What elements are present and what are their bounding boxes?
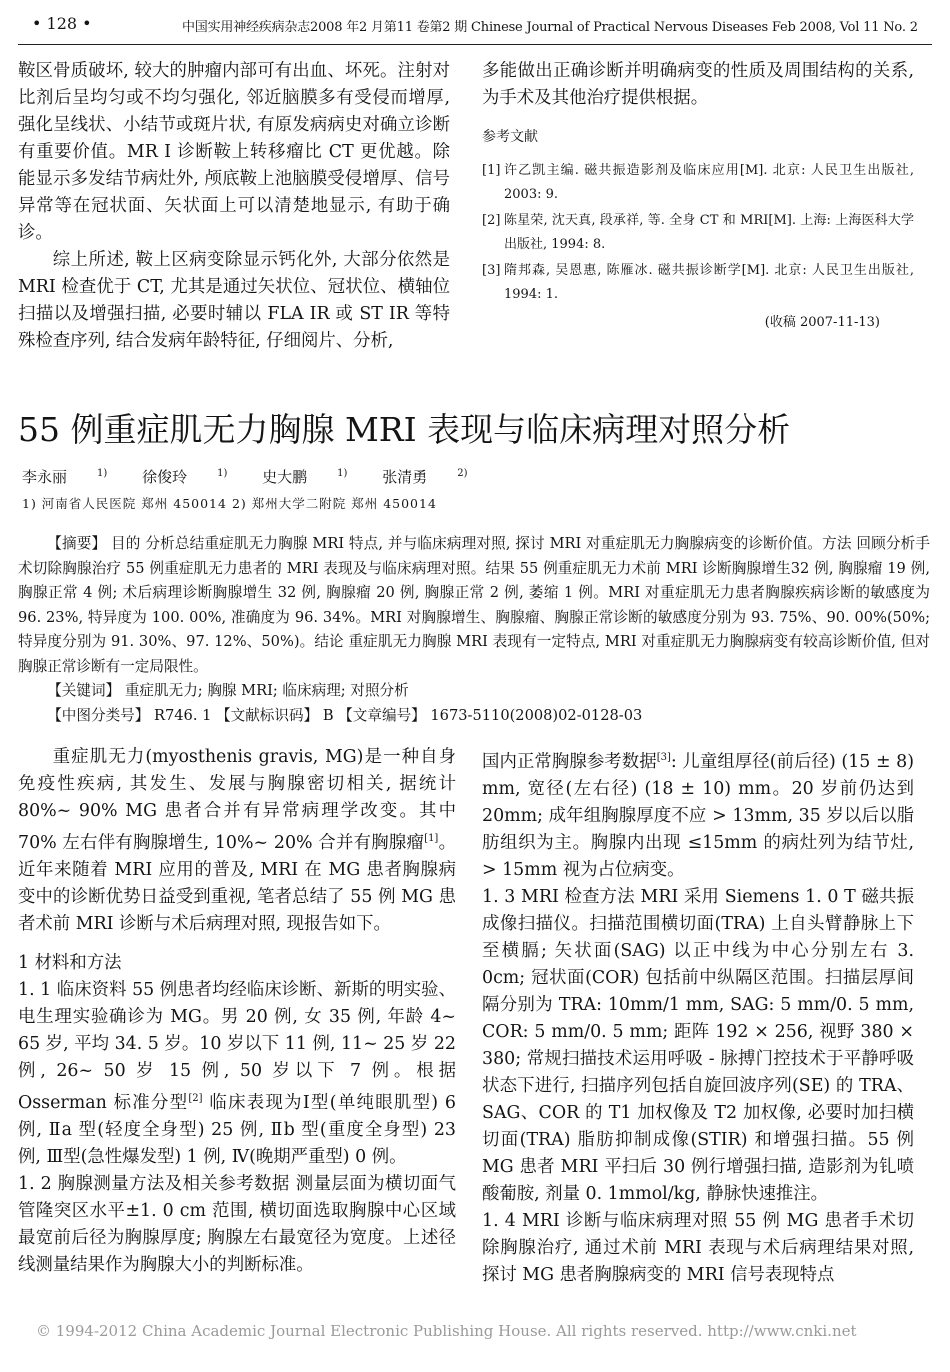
affiliations: 1) 河南省人民医院 郑州 450014 2) 郑州大学二附院 郑州 450014 bbox=[22, 496, 437, 511]
abstract-label: 【摘要】 bbox=[47, 535, 107, 552]
previous-article-col1 bbox=[18, 58, 450, 355]
citation-ref: [3] bbox=[656, 752, 671, 763]
reference-number: [2] bbox=[482, 213, 501, 228]
reference-data-text-a: 国内正常胸腺参考数据 bbox=[482, 751, 657, 772]
author bbox=[22, 468, 107, 486]
prev-paragraph-1: 鞍区骨质破坏, 较大的肿瘤内部可有出血、坏死。注射对比剂后呈均匀或不均匀强化, 邻近脑膜多有受侵而增厚, 强化呈线状、小结节或斑片状, 有原发病病史对确立诊断有重要价值。MR I 诊断鞍上转移瘤比 CT 更优越。除能显示多发结节病灶外, 颅底鞍上池脑膜受侵增厚、信号异常等在冠状面、矢状面上可以清楚地显示, 有助于确诊。 bbox=[18, 61, 450, 243]
author-name: 张清勇 bbox=[382, 468, 428, 486]
author-affil-mark: 1) bbox=[337, 468, 348, 479]
reference-data-text-b: : 儿童组厚径(前后径) (15 ± 8) mm, 宽径(左右径) (18 ± 10) mm。20 岁前仍达到 20mm; 成年组胸腺厚度不应 > 13mm, 35 岁以后以脂肪组织为主。胸腺内出现 ≤15mm 的病灶列为结节灶, > 15mm 视为占位病变。 bbox=[482, 751, 914, 880]
intro-text-b: 。近年来随着 MRI 应用的普及, MRI 在 MG 患者胸腺病变中的诊断优势日益受到重视, 笔者总结了 55 例 MG 患者术前 MRI 诊断与术后病理对照, 现报告如下。 bbox=[18, 832, 456, 934]
section-1-2: 1. 2 胸腺测量方法及相关参考数据 测量层面为横切面气管隆突区水平±1. 0 cm 范围, 横切面选取胸腺中心区域最宽前后径为胸腺厚度; 胸腺左右最宽径为宽度。上述径线测量结果作为胸腺大小的判断标准。 bbox=[18, 1173, 456, 1275]
previous-article-col2 bbox=[482, 58, 914, 336]
references-heading: 参考文献 bbox=[482, 129, 538, 145]
author-name: 史大鹏 bbox=[262, 468, 308, 486]
section-1-3: 1. 3 MRI 检查方法 MRI 采用 Siemens 1. 0 T 磁共振成像扫描仪。扫描范围横切面(TRA) 上自头臂静脉上下至横膈; 矢状面(SAG) 以正中线为中心分别左右 3. 0cm; 冠状面(COR) 包括前中纵隔区范围。扫描层厚间隔分别为 TRA: 10mm/1 mm, SAG: 5 mm/0. 5 mm, COR: 5 mm/0. 5 mm; 距阵 192 × 256, 视野 380 × 380; 常规扫描技术运用呼吸 - 脉搏门控技术于平静呼吸状态下进行, 扫描序列包括自旋回波序列(SE) 的 TRA、SAG、COR 的 T1 加权像及 T2 加权像, 必要时加扫横切面(TRA) 脂肪抑制成像(STIR) 和增强扫描。55 例 MG 患者 MRI 平扫后 30 例行增强扫描, 造影剂为钆喷酸葡胺, 剂量 0. 1mmol/kg, 静脉快速推注。 bbox=[482, 886, 914, 1204]
section-1-1 bbox=[18, 977, 456, 1171]
author bbox=[262, 468, 347, 486]
reference-item bbox=[482, 209, 914, 257]
abstract-text: 目的 分析总结重症肌无力胸腺 MRI 特点, 并与临床病理对照, 探讨 MRI 对重症肌无力胸腺病变的诊断价值。方法 回顾分析手术切除胸腺治疗 55 例重症肌无力患者的 MRI 表现及与临床病理对照。结果 55 例重症肌无力术前 MRI 诊断胸腺增生32 例, 胸腺瘤 19 例, 胸腺正常 4 例; 术后病理诊断胸腺增生 32 例, 胸腺瘤 20 例, 胸腺正常 2 例, 萎缩 1 例。MRI 对重症肌无力患者胸腺疾病诊断的敏感度为 96. 23%, 特异度为 100. 00%, 准确度为 96. 34%。MRI 对胸腺增生、胸腺瘤、胸腺正常诊断的敏感度分别为 93. 75%、90. 00%(50%; 特异度分别为 91. 30%、97. 12%、50%)。结论 重症肌无力胸腺 MRI 表现有一定特点, MRI 对重症肌无力胸腺病变有较高诊断价值, 但对胸腺正常诊断有一定局限性。 bbox=[18, 535, 930, 675]
author-affil-mark: 1) bbox=[97, 468, 108, 479]
author bbox=[382, 468, 467, 486]
reference-text: 许乙凯主编. 磁共振造影剂及临床应用[M]. 北京: 人民卫生出版社, 2003: 9. bbox=[504, 163, 914, 202]
reference-item bbox=[482, 159, 914, 207]
citation-ref: [1] bbox=[424, 833, 439, 844]
intro-text-a: 重症肌无力(myosthenis gravis, MG)是一种自身免疫性疾病, 其发生、发展与胸腺密切相关, 据统计 80%~ 90% MG 患者合并有异常病理学改变。其中 70% 左右伴有胸腺增生, 10%~ 20% 合并有胸腺瘤 bbox=[18, 747, 456, 853]
keywords-text: 重症肌无力; 胸腺 MRI; 临床病理; 对照分析 bbox=[124, 682, 409, 699]
reference-number: [3] bbox=[482, 263, 501, 278]
prev-paragraph-3: 多能做出正确诊断并明确病变的性质及周围结构的关系, 为手术及其他治疗提供根据。 bbox=[482, 61, 914, 108]
prev-paragraph-2: 综上所述, 鞍上区病变除显示钙化外, 大部分依然是 MRI 检查优于 CT, 尤其是通过矢状位、冠状位、横轴位扫描以及增强扫描, 必要时辅以 FLA IR 或 ST IR 等特殊检查序列, 结合发病年龄特征, 仔细阅片、分析, bbox=[18, 250, 450, 351]
article-title: 55 例重症肌无力胸腺 MRI 表现与临床病理对照分析 bbox=[18, 410, 791, 449]
section-1-4: 1. 4 MRI 诊断与临床病理对照 55 例 MG 患者手术切除胸腺治疗, 通过术前 MRI 表现与术后病理结果对照, 探讨 MG 患者胸腺病变的 MRI 信号表现特点 bbox=[482, 1210, 914, 1285]
reference-text: 隋邦森, 吴恩惠, 陈雁冰. 磁共振诊断学[M]. 北京: 人民卫生出版社, 1994: 1. bbox=[504, 263, 914, 302]
intro-paragraph bbox=[18, 744, 456, 938]
reference-number: [1] bbox=[482, 163, 501, 178]
author-name: 徐俊玲 bbox=[142, 468, 188, 486]
copyright-footer: © 1994-2012 China Academic Journal Electronic Publishing House. All rights reserved. http://www.cnki.net bbox=[36, 1322, 857, 1340]
body-column-right bbox=[482, 744, 914, 1289]
body-column-left bbox=[18, 744, 456, 1279]
header-rule bbox=[18, 44, 932, 45]
keywords-label: 【关键词】 bbox=[47, 682, 121, 699]
classification-line: 【中图分类号】 R746. 1 【文献标识码】 B 【文章编号】 1673-5110(2008)02-0128-03 bbox=[47, 706, 643, 724]
abstract-paragraph bbox=[18, 532, 930, 679]
section-1-1-text-b: 临床表现为Ⅰ型(单纯眼肌型) 6 例, Ⅱa 型(轻度全身型) 25 例, Ⅱb 型(重度全身型) 23 例, Ⅲ型(急性爆发型) 1 例, Ⅳ(晚期严重型) 0 例。 bbox=[18, 1092, 456, 1167]
author-name: 李永丽 bbox=[22, 468, 68, 486]
reference-text: 陈星荣, 沈天真, 段承祥, 等. 全身 CT 和 MRI[M]. 上海: 上海医科大学出版社, 1994: 8. bbox=[504, 213, 914, 252]
journal-line: 中国实用神经疾病杂志2008 年2 月第11 卷第2 期 Chinese Journal of Practical Nervous Diseases Feb 2008, Vol 11 No. 2 bbox=[182, 20, 918, 35]
running-header bbox=[18, 14, 932, 40]
abstract-block bbox=[18, 532, 930, 728]
section-heading-1: 1 材料和方法 bbox=[18, 952, 122, 973]
reference-item bbox=[482, 259, 914, 307]
author-affil-mark: 1) bbox=[217, 468, 228, 479]
received-date: (收稿 2007-11-13) bbox=[764, 315, 880, 330]
keywords-line bbox=[18, 679, 930, 704]
citation-ref: [2] bbox=[188, 1092, 203, 1104]
reference-data-paragraph bbox=[482, 744, 914, 884]
section-1-1-text-a: 1. 1 临床资料 55 例患者均经临床诊断、新斯的明实验、电生理实验确诊为 MG。男 20 例, 女 35 例, 年龄 4~ 65 岁, 平均 34. 5 岁。10 岁以下 11 例, 11~ 25 岁 22 例, 26~ 50 岁 15 例, 50 岁以下 7 例。根据 Osserman 标准分型 bbox=[18, 979, 456, 1113]
author bbox=[142, 468, 227, 486]
author-affil-mark: 2) bbox=[457, 468, 468, 479]
page-number: • 128 • bbox=[32, 14, 92, 33]
author-list bbox=[22, 466, 922, 487]
